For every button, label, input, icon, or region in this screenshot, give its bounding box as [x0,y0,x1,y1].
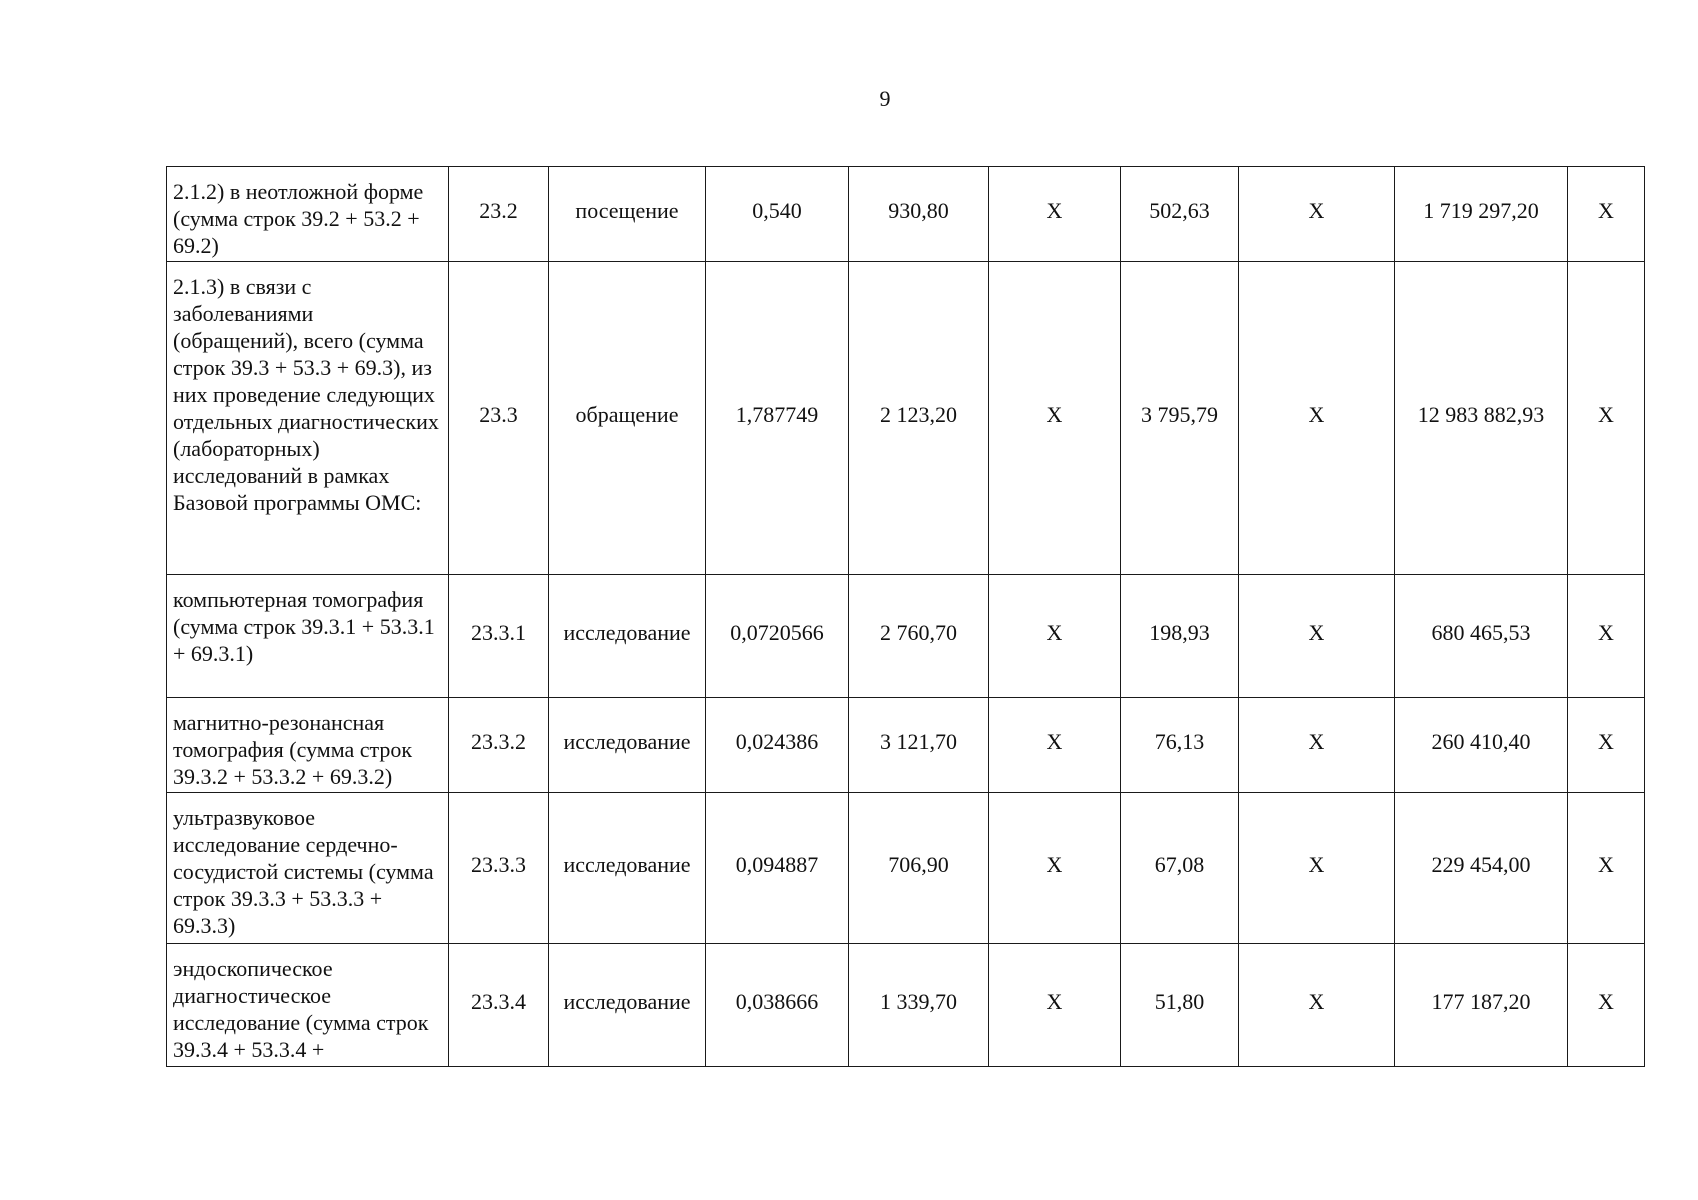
row-total-cell [1395,944,1568,1067]
row-per-capita-text: 502,63 [1149,197,1210,223]
row-cost-text: 2 760,70 [880,619,957,645]
row-unit-cell [549,167,706,262]
row-x-cell [989,575,1121,698]
row-per-capita-cell [1121,575,1239,698]
row-per-capita-cell [1121,167,1239,262]
row-name-cell [167,262,449,575]
row-x-cell [1568,944,1645,1067]
row-per-capita-text: 76,13 [1154,728,1205,754]
row-norm-cell [706,575,849,698]
row-unit-cell [549,698,706,793]
row-x-cell [1239,793,1395,944]
row-code-cell [449,793,549,944]
data-table [166,166,1645,1067]
row-name-cell [167,698,449,793]
row-per-capita-text: 51,80 [1154,988,1205,1014]
row-code-text: 23.2 [479,197,518,223]
row-total-text: 12 983 882,93 [1417,401,1545,427]
row-per-capita-cell [1121,793,1239,944]
row-x-cell [1239,167,1395,262]
row-cost-text: 1 339,70 [880,988,957,1014]
row-x-text: Х [1598,401,1614,427]
row-unit-text: посещение [575,197,679,223]
row-code-cell [449,698,549,793]
row-code-cell [449,944,549,1067]
row-name-text: 2.1.3) в связи с заболеваниями (обращений), всего (сумма строк 39.3 + 53.3 + 69.3), из них проведение следующих отдельных диагностических (лабораторных) исследований в рамках Базовой программы ОМС: [173,274,439,515]
row-x-cell [989,698,1121,793]
row-total-text: 177 187,20 [1431,988,1531,1014]
row-x-text: Х [1308,401,1325,427]
row-x-cell [989,262,1121,575]
row-code-text: 23.3.3 [471,851,526,877]
row-x-cell [989,793,1121,944]
row-per-capita-cell [1121,262,1239,575]
row-unit-text: исследование [563,619,691,645]
row-x-cell [1568,262,1645,575]
row-cost-cell [849,944,989,1067]
row-unit-cell [549,944,706,1067]
row-x-text: Х [1598,197,1614,223]
table-row [167,262,1645,575]
row-total-text: 229 454,00 [1431,851,1531,877]
row-x-text: Х [1308,988,1325,1014]
row-x-cell [1568,167,1645,262]
row-unit-text: исследование [563,851,691,877]
row-cost-text: 706,90 [888,851,949,877]
table-row [167,575,1645,698]
row-cost-text: 3 121,70 [880,728,957,754]
row-code-cell [449,575,549,698]
row-name-cell [167,167,449,262]
row-name-text: магнитно-резонансная томография (сумма строк 39.3.2 + 53.3.2 + 69.3.2) [173,710,413,789]
row-unit-cell [549,262,706,575]
row-unit-text: исследование [563,988,691,1014]
row-x-cell [1239,944,1395,1067]
table-row [167,793,1645,944]
row-norm-cell [706,262,849,575]
row-norm-cell [706,167,849,262]
row-x-cell [1239,575,1395,698]
row-norm-text: 0,038666 [735,988,819,1014]
row-x-cell [1568,793,1645,944]
row-name-text: ультразвуковое исследование сердечно-сосудистой системы (сумма строк 39.3.3 + 53.3.3 + 69.3.3) [173,805,434,938]
row-cost-cell [849,575,989,698]
row-x-text: Х [1598,728,1614,754]
row-x-cell [989,944,1121,1067]
row-unit-text: исследование [563,728,691,754]
row-unit-cell [549,793,706,944]
row-x-text: Х [1308,851,1325,877]
row-code-text: 23.3.2 [471,728,526,754]
row-x-cell [1568,575,1645,698]
row-name-text: 2.1.2) в неотложной форме (сумма строк 39.2 + 53.2 + 69.2) [173,179,424,258]
row-code-cell [449,167,549,262]
row-x-cell [989,167,1121,262]
row-total-cell [1395,167,1568,262]
row-x-text: Х [1046,851,1063,877]
table-row [167,944,1645,1067]
row-x-text: Х [1046,619,1063,645]
row-code-cell [449,262,549,575]
row-cost-cell [849,167,989,262]
row-x-cell [1239,698,1395,793]
row-x-text: Х [1598,988,1614,1014]
row-x-text: Х [1598,619,1614,645]
row-x-text: Х [1308,619,1325,645]
row-per-capita-text: 67,08 [1154,851,1205,877]
row-unit-text: обращение [575,401,679,427]
row-per-capita-cell [1121,944,1239,1067]
row-total-cell [1395,575,1568,698]
page-number: 9 [879,86,891,111]
row-x-text: Х [1046,401,1063,427]
row-norm-text: 0,0720566 [730,619,824,645]
row-total-text: 1 719 297,20 [1423,197,1539,223]
row-name-cell [167,793,449,944]
row-name-cell [167,575,449,698]
row-unit-cell [549,575,706,698]
row-total-text: 680 465,53 [1431,619,1531,645]
row-cost-cell [849,262,989,575]
row-x-text: Х [1308,197,1325,223]
row-code-text: 23.3.1 [471,619,526,645]
row-per-capita-cell [1121,698,1239,793]
row-total-cell [1395,262,1568,575]
row-name-cell [167,944,449,1067]
row-name-text: компьютерная томография (сумма строк 39.3.1 + 53.3.1 + 69.3.1) [173,587,435,666]
row-x-cell [1568,698,1645,793]
row-total-cell [1395,793,1568,944]
row-x-cell [1239,262,1395,575]
table-row [167,167,1645,262]
row-per-capita-text: 198,93 [1149,619,1210,645]
row-norm-text: 0,540 [752,197,802,223]
table-row [167,698,1645,793]
row-cost-cell [849,793,989,944]
row-norm-cell [706,944,849,1067]
row-cost-text: 930,80 [888,197,949,223]
row-norm-cell [706,793,849,944]
row-x-text: Х [1046,988,1063,1014]
row-code-text: 23.3 [479,401,518,427]
row-norm-text: 0,094887 [735,851,819,877]
row-x-text: Х [1046,197,1063,223]
row-x-text: Х [1046,728,1063,754]
row-per-capita-text: 3 795,79 [1141,401,1218,427]
row-norm-text: 1,787749 [735,401,819,427]
row-norm-cell [706,698,849,793]
row-total-cell [1395,698,1568,793]
row-cost-text: 2 123,20 [880,401,957,427]
row-name-text: эндоскопическое диагностическое исследование (сумма строк 39.3.4 + 53.3.4 + [173,956,429,1062]
row-code-text: 23.3.4 [471,988,526,1014]
row-total-text: 260 410,40 [1431,728,1531,754]
row-x-text: Х [1308,728,1325,754]
row-x-text: Х [1598,851,1614,877]
row-norm-text: 0,024386 [735,728,819,754]
row-cost-cell [849,698,989,793]
